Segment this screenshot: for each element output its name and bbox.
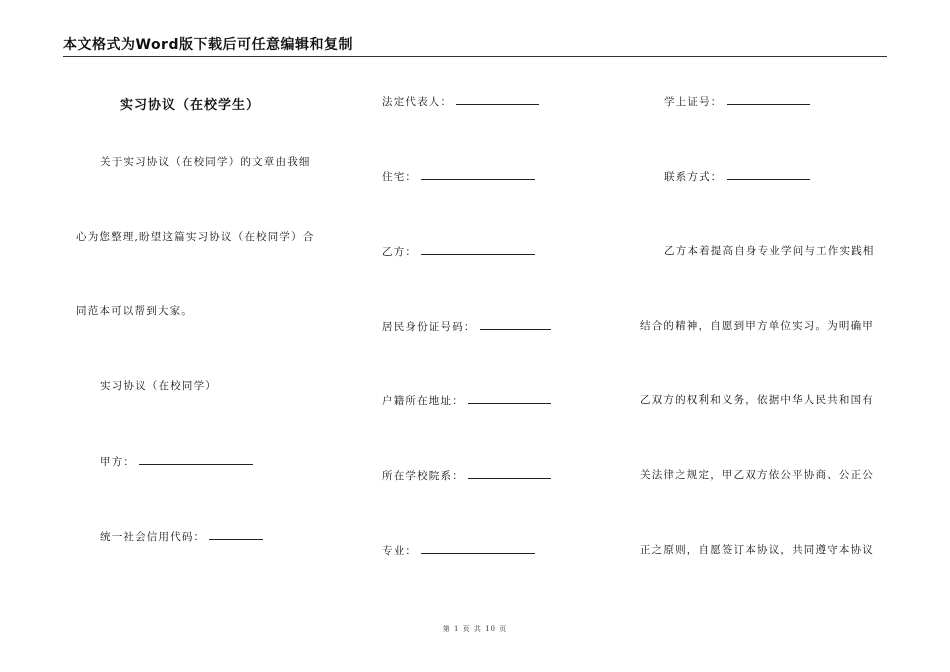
body-line-4: 关法律之规定，甲乙双方依公平协商、公正公 <box>640 469 874 481</box>
document-header-banner: 本文格式为Word版下载后可任意编辑和复制 <box>63 34 887 57</box>
body-line-2: 结合的精神，自愿到甲方单位实习。为明确甲 <box>640 320 874 332</box>
household-addr-label: 户籍所在地址： <box>382 395 464 407</box>
party-a-blank <box>139 454 253 465</box>
contact-blank <box>727 169 810 180</box>
page-number: 第 1 页 共 10 页 <box>442 625 508 633</box>
contact-field <box>664 169 810 184</box>
id-number-field <box>382 319 551 334</box>
student-id-field <box>664 94 810 109</box>
legal-rep-blank <box>456 94 539 105</box>
credit-code-blank <box>209 529 263 540</box>
residence-blank <box>421 169 535 180</box>
household-addr-field <box>382 393 551 408</box>
credit-code-label: 统一社会信用代码： <box>100 531 206 543</box>
intro-line-3: 同范本可以帮到大家。 <box>76 305 193 317</box>
residence-label: 住宅： <box>382 171 418 183</box>
residence-field <box>382 169 535 184</box>
body-line-3: 乙双方的权利和义务，依据中华人民共和国有 <box>640 394 874 406</box>
document-title: 实习协议（在校学生） <box>120 98 261 113</box>
agreement-heading: 实习协议（在校同学） <box>100 380 217 392</box>
party-b-label: 乙方： <box>382 246 418 258</box>
party-b-field <box>382 244 535 259</box>
party-a-label: 甲方： <box>100 456 136 468</box>
intro-line-1: 关于实习协议（在校同学）的文章由我细 <box>100 156 311 168</box>
school-dept-label: 所在学校院系： <box>382 470 464 482</box>
contact-label: 联系方式： <box>664 171 723 183</box>
school-dept-field <box>382 468 551 483</box>
major-field <box>382 543 535 558</box>
body-line-1: 乙方本着提高自身专业学问与工作实践相 <box>664 245 875 257</box>
legal-rep-field <box>382 94 539 109</box>
student-id-blank <box>727 94 810 105</box>
id-number-label: 居民身份证号码： <box>382 321 476 333</box>
household-addr-blank <box>468 393 551 404</box>
credit-code-field <box>100 529 263 544</box>
party-a-field <box>100 454 253 469</box>
student-id-label: 学上证号： <box>664 96 723 108</box>
major-label: 专业： <box>382 545 418 557</box>
legal-rep-label: 法定代表人： <box>382 96 453 108</box>
major-blank <box>421 543 535 554</box>
body-line-5: 正之原则，自愿签订本协议，共同遵守本协议 <box>640 544 874 556</box>
id-number-blank <box>480 319 551 330</box>
party-b-blank <box>421 244 535 255</box>
school-dept-blank <box>468 468 551 479</box>
intro-line-2: 心为您整理,盼望这篇实习协议（在校同学）合 <box>76 231 315 243</box>
